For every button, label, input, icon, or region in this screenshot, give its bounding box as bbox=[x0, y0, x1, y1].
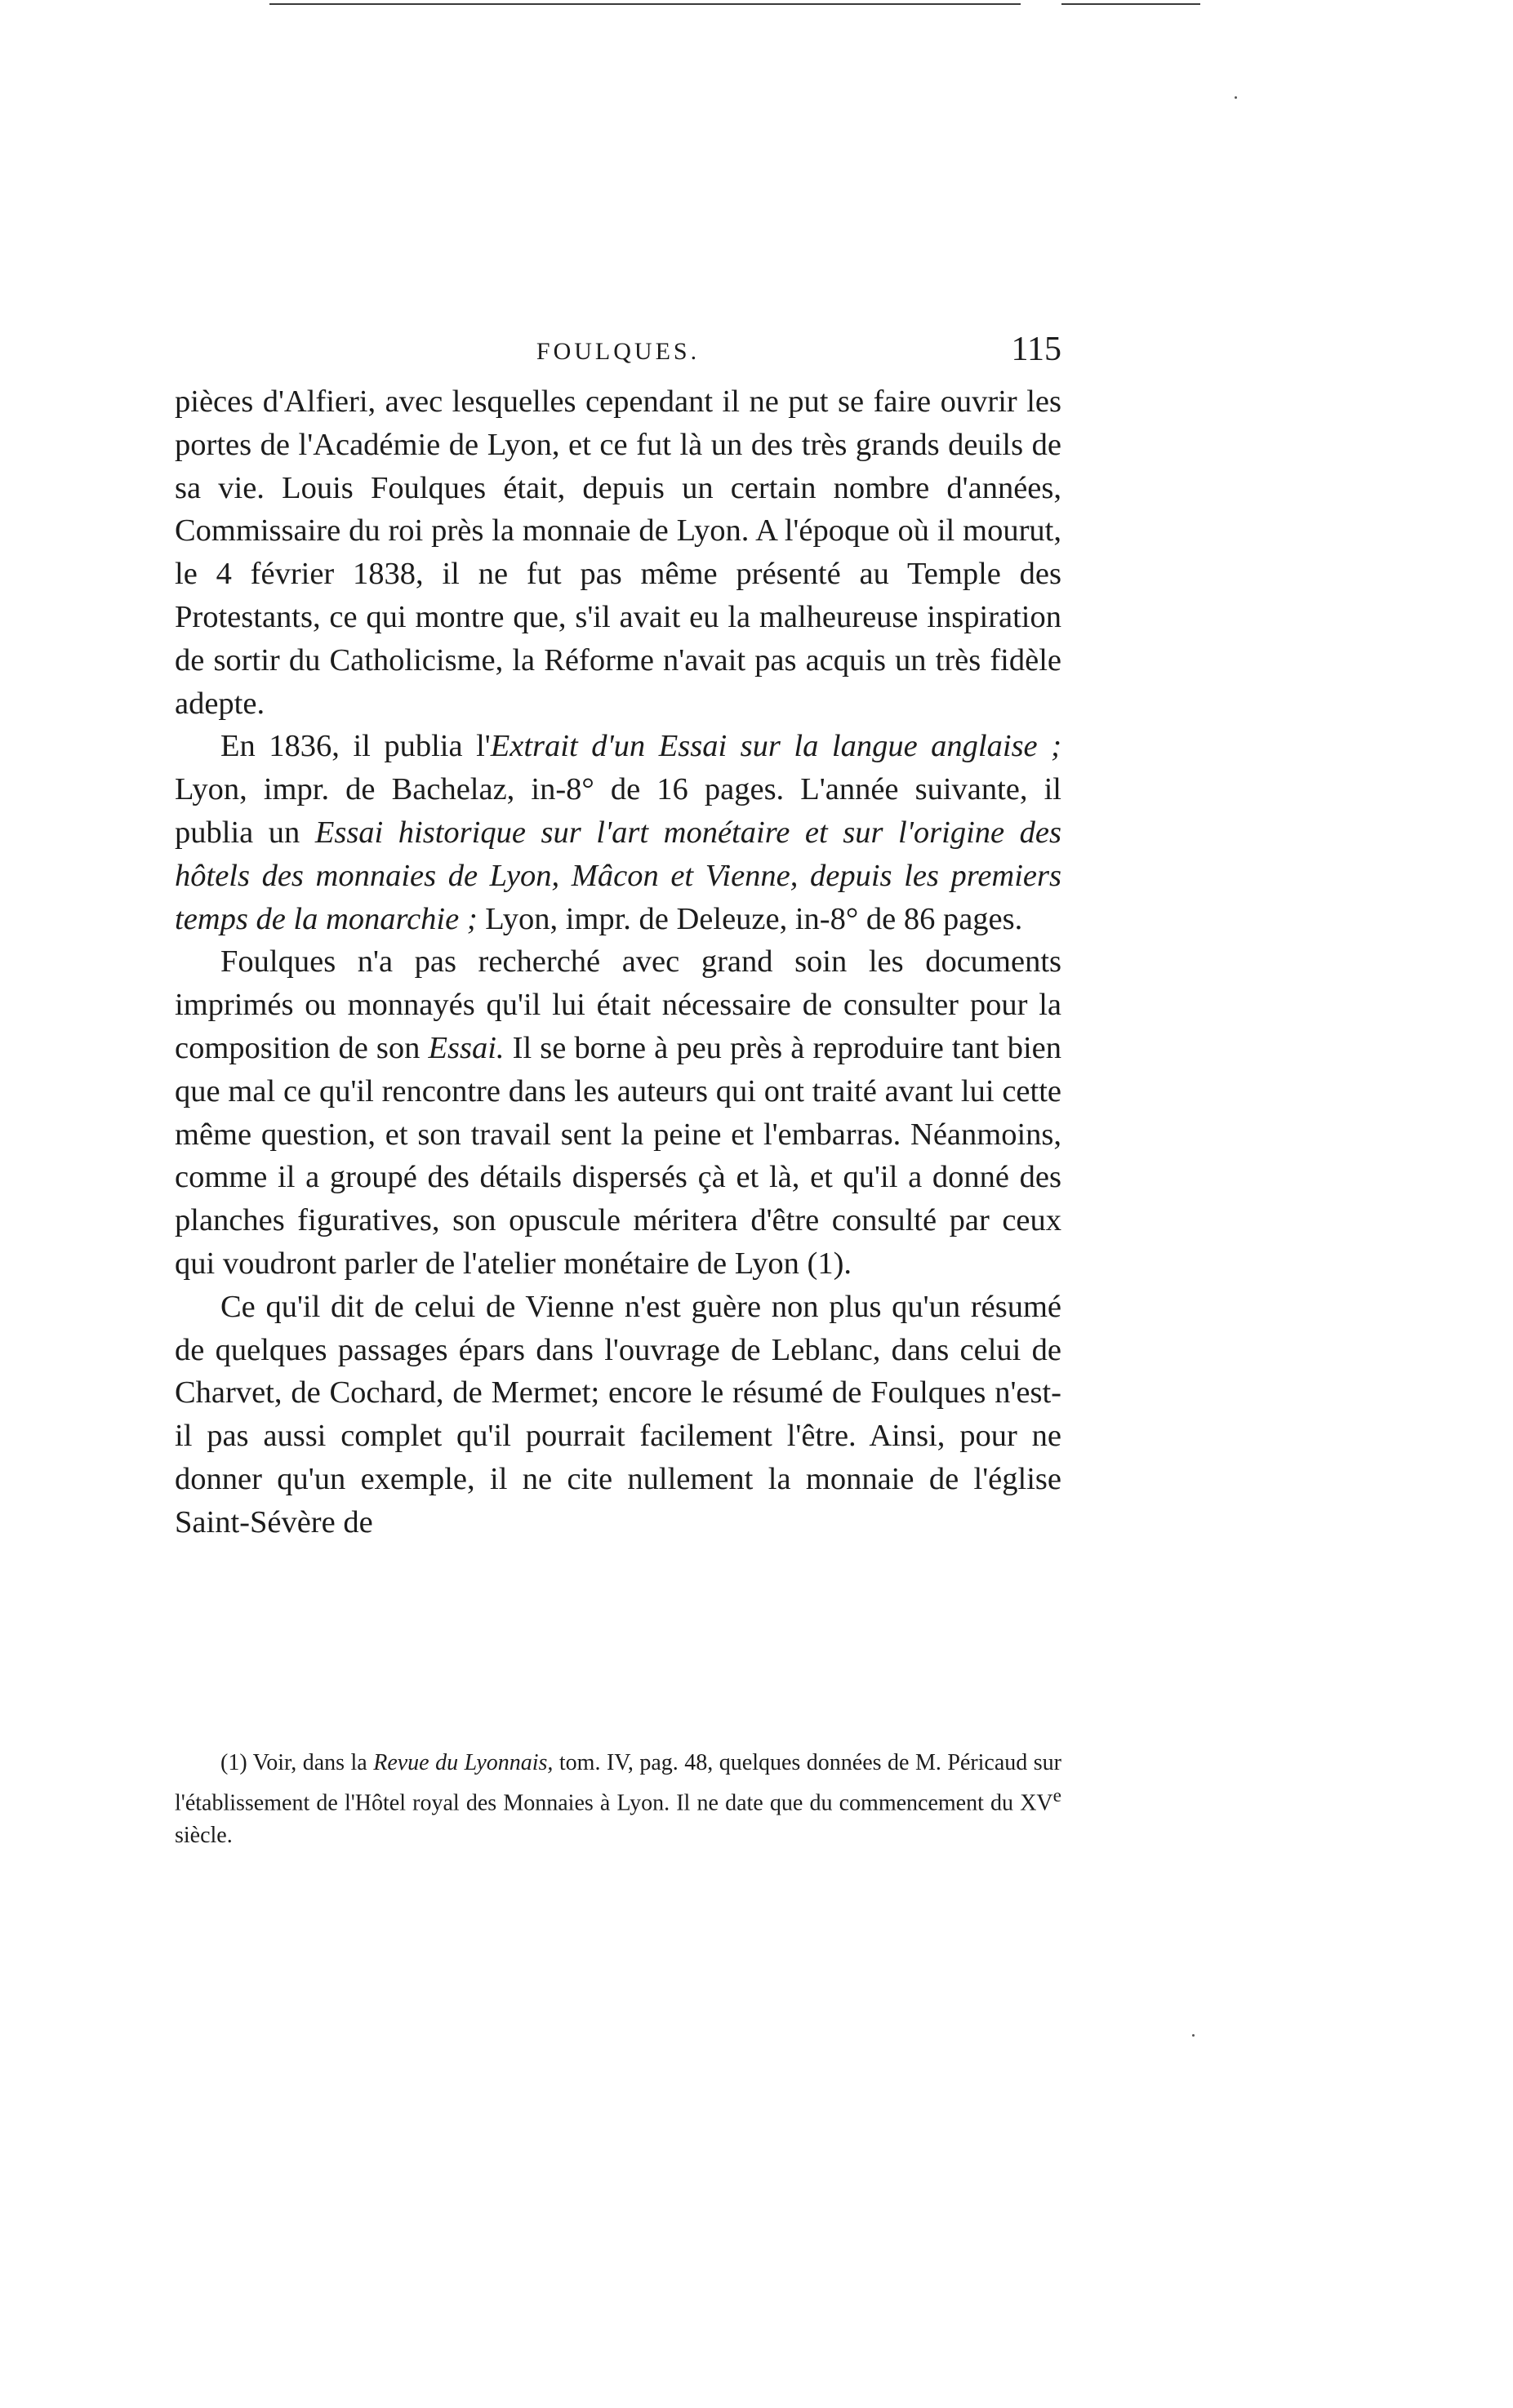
paragraph bbox=[175, 380, 1061, 725]
text-run: Lyon, impr. de Bachelaz, in-8° de 16 pages. L'année suivante, il publia un bbox=[175, 772, 1061, 850]
paragraph bbox=[175, 940, 1061, 1285]
running-title: FOULQUES. bbox=[536, 338, 701, 365]
text-run: (1) Voir, dans la bbox=[220, 1750, 374, 1775]
scan-speck bbox=[1192, 2034, 1195, 2037]
text-run: Ce qu'il dit de celui de Vienne n'est guère non plus qu'un résumé de quelques passages épars dans l'ouvrage de Leblanc, dans celui de Charvet, de Cochard, de Mermet; encore le résumé de Foulques n'est-il pas aussi complet qu'il pourrait facilement l'être. Ainsi, pour ne donner qu'un exemple, il ne cite nullement la monnaie de l'église Saint-Sévère de bbox=[175, 1289, 1061, 1539]
italic-run: Essai. bbox=[428, 1030, 505, 1065]
paragraph bbox=[175, 725, 1061, 940]
paragraph bbox=[175, 1286, 1061, 1544]
text-run: En 1836, il publia l' bbox=[220, 729, 491, 764]
scan-edge-rule bbox=[1061, 3, 1200, 5]
scan-edge-rule bbox=[269, 3, 1021, 5]
footnotes bbox=[175, 1747, 1061, 1852]
text-run: tom. IV, pag. 48, quelques données de M. Péricaud sur l'établissement de l'Hôtel royal des Monnaies à Lyon. Il ne date que du commencement du XV bbox=[175, 1750, 1061, 1816]
body-text bbox=[175, 380, 1061, 1544]
superscript-run: e bbox=[1052, 1785, 1061, 1806]
scan-speck bbox=[1235, 96, 1237, 99]
text-run: pièces d'Alfieri, avec lesquelles cependant il ne put se faire ouvrir les portes de l'Académie de Lyon, et ce fut là un des très grands deuils de sa vie. Louis Foulques était, depuis un certain nombre d'années, Commissaire du roi près la monnaie de Lyon. A l'époque où il mourut, le 4 février 1838, il ne fut pas même présenté au Temple des Protestants, ce qui montre que, s'il avait eu la malheureuse inspiration de sortir du Catholicisme, la Réforme n'avait pas acquis un très fidèle adepte. bbox=[175, 384, 1061, 721]
running-head bbox=[175, 330, 1061, 379]
text-run: siècle. bbox=[175, 1823, 233, 1849]
text-run: Il se borne à peu près à reproduire tant bien que mal ce qu'il rencontre dans les auteurs qui ont traité avant lui cette même question, et son travail sent la peine et l'embarras. Néanmoins, comme il a groupé des détails dispersés çà et là, et qu'il a donné des planches figuratives, son opuscule méritera d'être consulté par ceux qui voudront parler de l'atelier monétaire de Lyon (1). bbox=[175, 1030, 1061, 1281]
italic-run: Revue du Lyonnais, bbox=[373, 1750, 554, 1775]
text-run: Lyon, impr. de Deleuze, in-8° de 86 pages. bbox=[477, 901, 1023, 936]
italic-run: Extrait d'un Essai sur la langue anglaise ; bbox=[490, 729, 1061, 764]
text-run: Foulques n'a pas recherché avec grand soin les documents imprimés ou monnayés qu'il lui était nécessaire de consulter pour la composition de son bbox=[175, 944, 1061, 1065]
footnote bbox=[175, 1747, 1061, 1852]
page-number: 115 bbox=[1011, 331, 1061, 368]
italic-run: Essai historique sur l'art monétaire et sur l'origine des hôtels des monnaies de Lyon, Mâcon et Vienne, depuis les premiers temps de la monarchie ; bbox=[175, 815, 1061, 936]
